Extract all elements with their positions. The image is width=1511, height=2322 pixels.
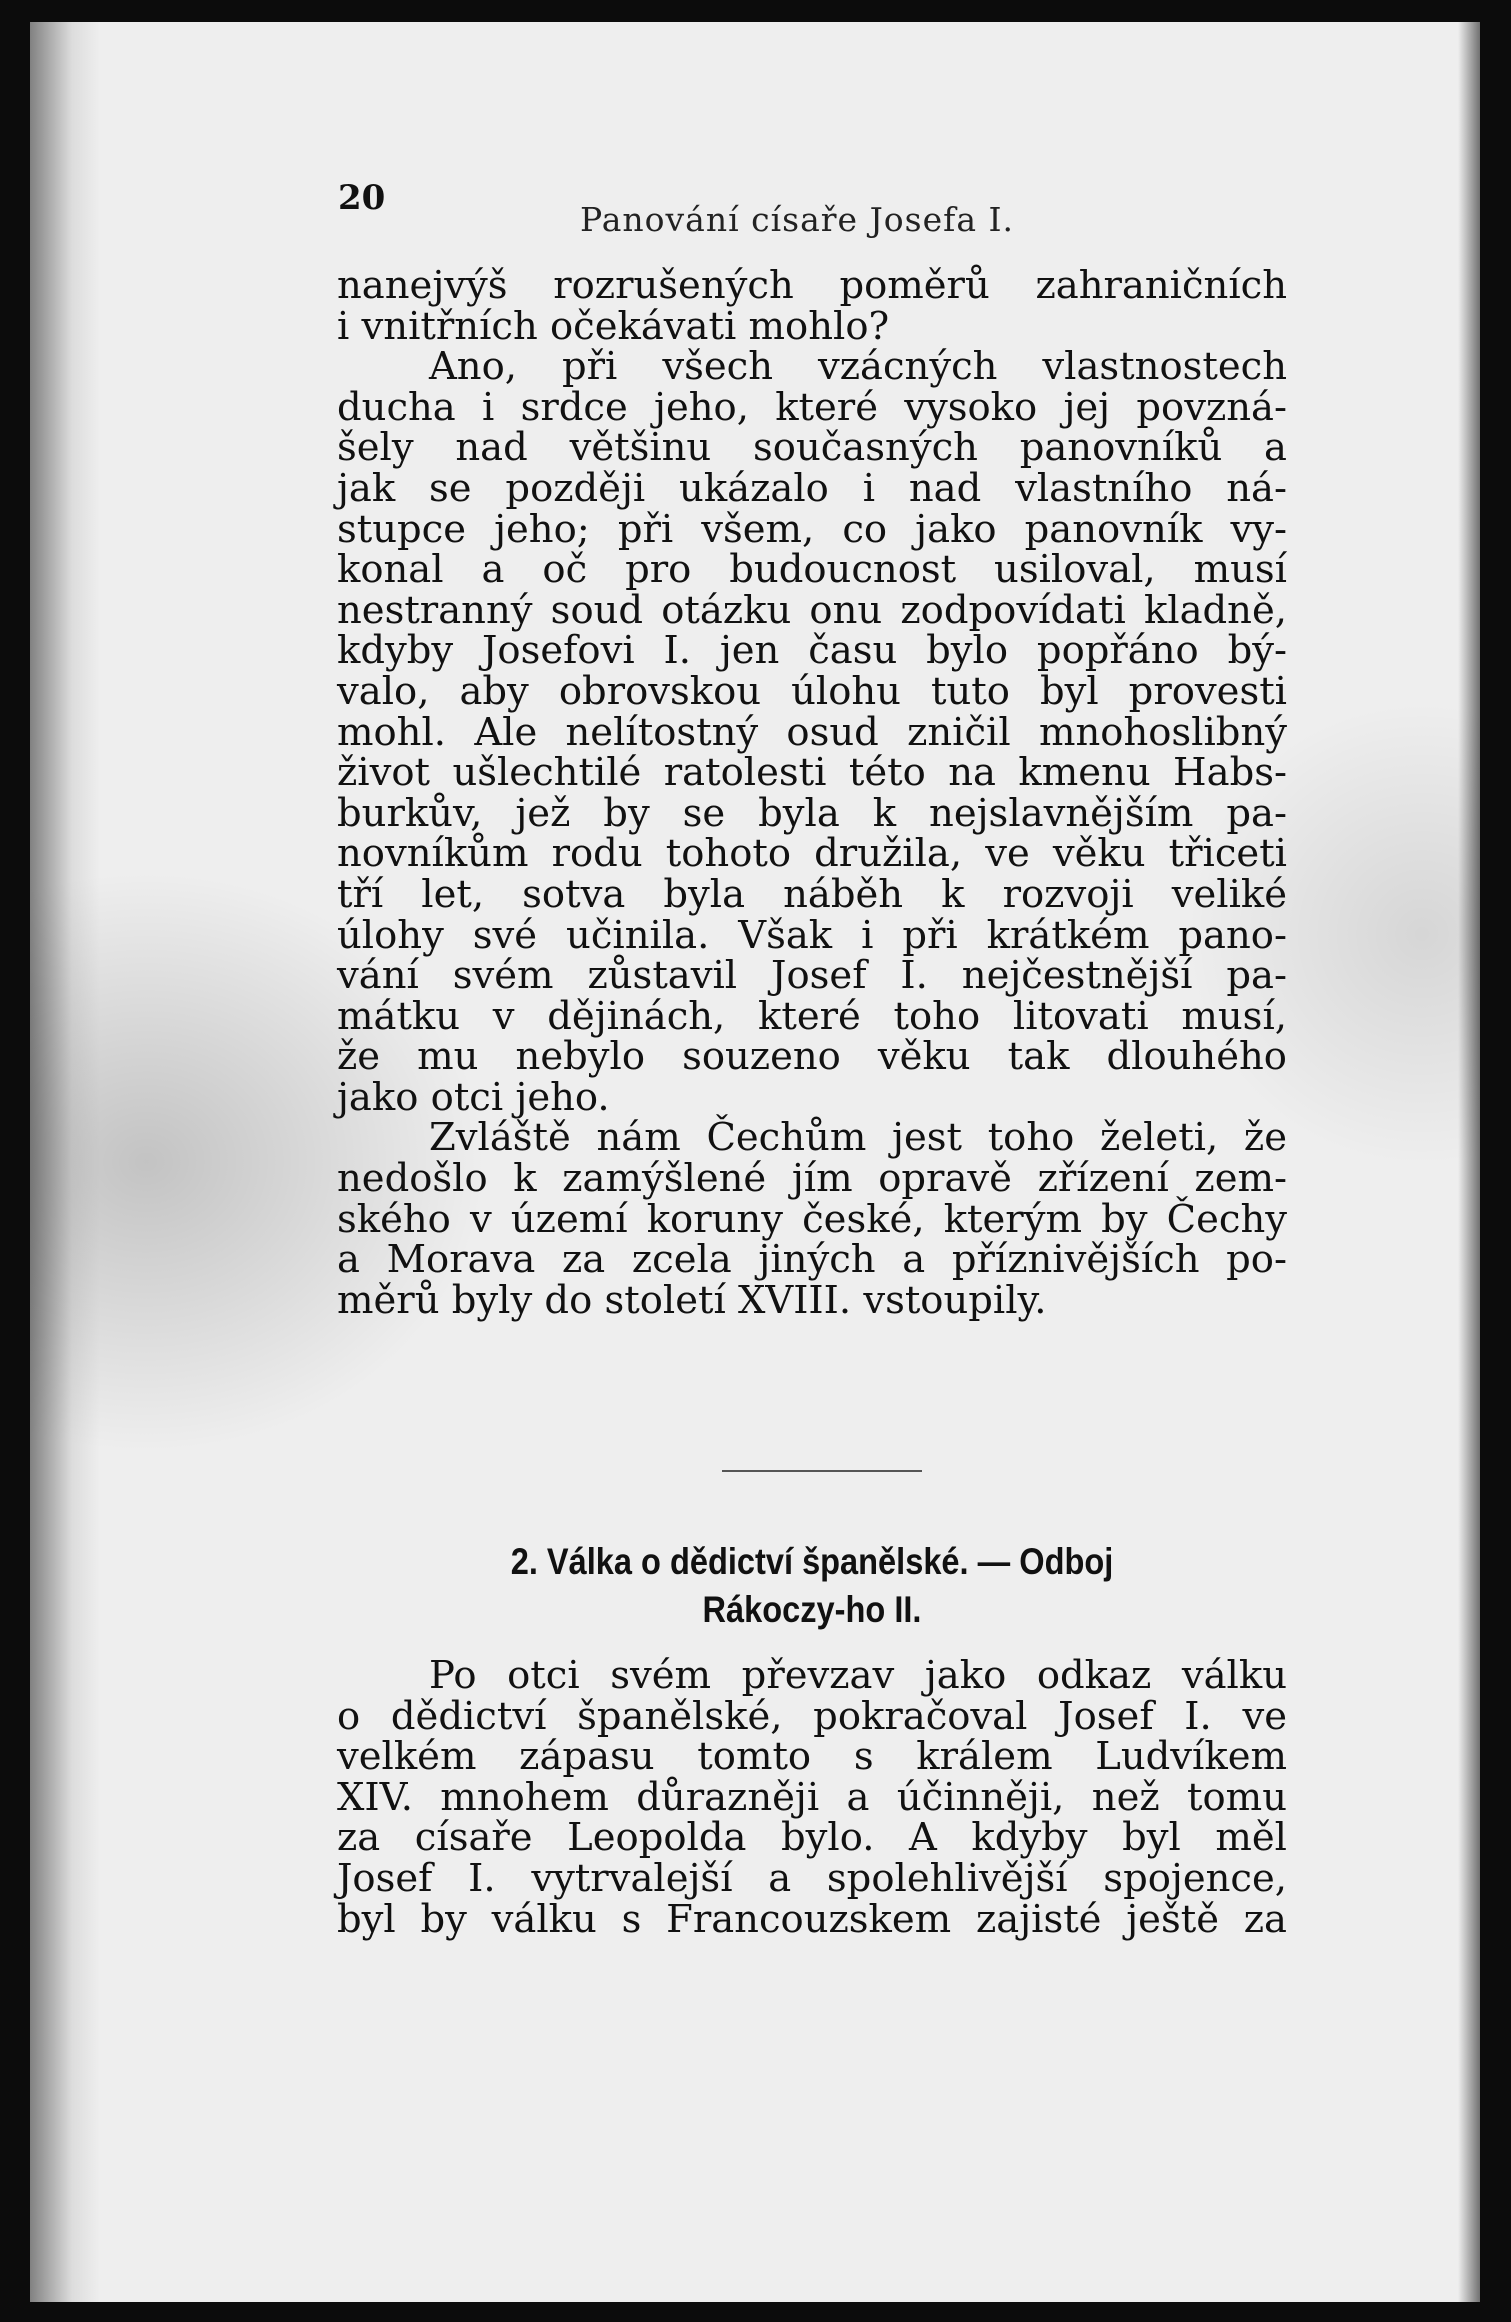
- page-gutter-shadow: [30, 22, 100, 2302]
- text-line: XIV. mnohem důrazněji a účinněji, než tomu: [337, 1774, 1287, 1820]
- section-divider: [722, 1470, 922, 1472]
- text-line: úlohy své učinila. Však i při krátkém pano-: [337, 912, 1287, 958]
- text-line: že mu nebylo souzeno věku tak dlouhého: [337, 1034, 1287, 1080]
- text-line: novníkům rodu tohoto družila, ve věku třiceti: [337, 831, 1287, 877]
- text-line: jak se později ukázalo i nad vlastního ná-: [337, 465, 1287, 511]
- text-line: vání svém zůstavil Josef I. nejčestnější pa-: [337, 953, 1287, 999]
- text-line: nestranný soud otázku onu zodpovídati kladně,: [337, 587, 1287, 633]
- body-text-lower: [337, 1653, 1287, 1942]
- text-line: Po otci svém převzav jako odkaz válku: [429, 1653, 1287, 1698]
- text-line: ducha i srdce jeho, které vysoko jej povzná-: [337, 384, 1287, 430]
- text-line: nedošlo k zamýšlené jím opravě zřízení zem-: [337, 1156, 1287, 1202]
- text-line: konal a oč pro budoucnost usiloval, musí: [337, 547, 1287, 593]
- body-text-upper: [337, 263, 1287, 1323]
- text-line: šely nad většinu současných panovníků a: [337, 425, 1287, 471]
- text-line: mohl. Ale nelítostný osud zničil mnohoslibný: [337, 709, 1287, 755]
- text-line: jako otci jeho.: [337, 1074, 610, 1120]
- text-line: ského v území koruny české, kterým by Čechy: [337, 1196, 1287, 1242]
- text-line: měrů byly do století XVIII. vstoupily.: [337, 1277, 1047, 1323]
- section-heading-line-2: Rákoczy-ho II.: [702, 1589, 922, 1630]
- section-heading: [394, 1538, 1230, 1634]
- text-line: burkův, jež by se byla k nejslavnějším pa-: [337, 790, 1287, 836]
- text-line: o dědictví španělské, pokračoval Josef I. ve: [337, 1693, 1287, 1739]
- page-number: 20: [338, 178, 386, 218]
- text-line: stupce jeho; při všem, co jako panovník vy-: [337, 506, 1287, 552]
- running-head: Panování císaře Josefa I.: [580, 200, 1015, 239]
- text-line: a Morava za zcela jiných a příznivějších po-: [337, 1237, 1287, 1283]
- text-line: i vnitřních očekávati mohlo?: [337, 303, 890, 349]
- text-line: byl by válku s Francouzskem zajisté ještě za: [337, 1896, 1287, 1942]
- text-line: mátku v dějinách, které toho litovati musí,: [337, 993, 1287, 1039]
- text-line: život ušlechtilé ratolesti této na kmenu Habs-: [337, 750, 1287, 796]
- text-line: kdyby Josefovi I. jen času bylo popřáno bý-: [337, 628, 1287, 674]
- section-heading-line-1: 2. Válka o dědictví španělské. — Odboj: [510, 1541, 1114, 1582]
- text-line: tří let, sotva byla náběh k rozvoji veliké: [337, 871, 1287, 917]
- page-edge-shadow: [1458, 22, 1480, 2302]
- text-line: velkém zápasu tomto s králem Ludvíkem: [337, 1734, 1287, 1780]
- text-line: Zvláště nám Čechům jest toho želeti, že: [429, 1115, 1287, 1161]
- text-line: valo, aby obrovskou úlohu tuto byl provesti: [337, 668, 1287, 714]
- text-line: nanejvýš rozrušených poměrů zahraničních: [337, 263, 1287, 308]
- text-line: Ano, při všech vzácných vlastnostech: [429, 344, 1287, 390]
- text-line: za císaře Leopolda bylo. A kdyby byl měl: [337, 1815, 1287, 1861]
- text-line: Josef I. vytrvalejší a spolehlivější spojence,: [337, 1855, 1287, 1901]
